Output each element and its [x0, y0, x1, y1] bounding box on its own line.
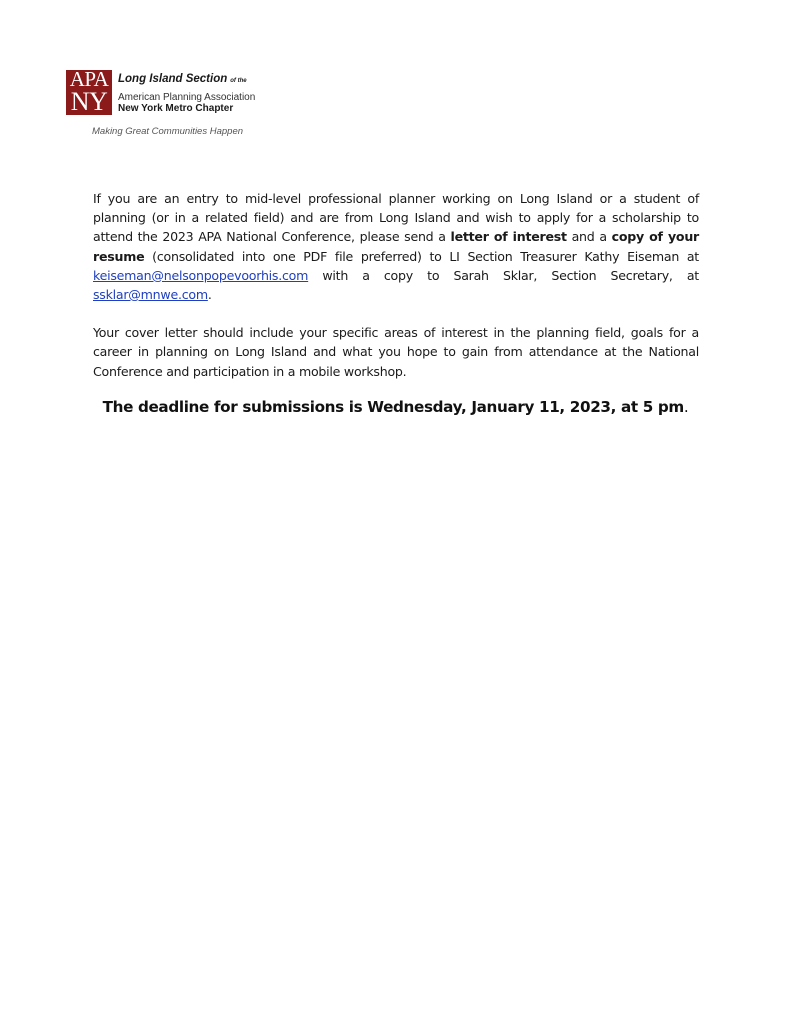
logo-ny-text: NY [70, 87, 108, 115]
deadline-notice [0, 398, 791, 416]
paragraph-application [93, 189, 699, 304]
section-name: Long Island Section [118, 73, 228, 85]
deadline-period: . [683, 398, 689, 416]
paragraph1-text-e: . [207, 287, 212, 303]
secretary-email-link[interactable]: ssklar@mnwe.com [93, 287, 208, 303]
paragraph-cover-letter: Your cover letter should include your specific areas of interest in the planning field, goals for a career in planning on Long Island and what you hope to gain from attendance at the National Conference and participation in a mobile workshop. [93, 325, 699, 379]
copy-of-resume-emphasis: copy of your resume [93, 229, 699, 264]
apa-ny-logo [66, 70, 112, 115]
logo-apa-text: APA [69, 70, 109, 91]
treasurer-email-link[interactable]: keiseman@nelsonpopevoorhis.com [93, 267, 309, 283]
paragraph1-text-a: If you are an entry to mid-level professional planner working on Long Island or a student of planning (or in a related field) and are from Long Island and wish to apply for a scholarship to attend the 2023 APA National Conference, please send a [93, 191, 699, 245]
deadline-text: The deadline for submissions is Wednesday, January 11, 2023, at 5 pm [102, 398, 684, 416]
letterhead [66, 70, 326, 142]
paragraph1-text-c: (consolidated into one PDF file preferred) to LI Section Treasurer Kathy Eiseman at [144, 248, 699, 264]
paragraph1-text-b: and a [566, 229, 612, 245]
paragraph1-text-d: with a copy to Sarah Sklar, Section Secretary, at [308, 267, 699, 283]
letter-of-interest-emphasis: letter of interest [450, 229, 567, 245]
chapter-name: New York Metro Chapter [118, 103, 234, 114]
of-the-label: of the [230, 78, 247, 84]
body-text [93, 189, 699, 400]
association-name: American Planning Association [118, 92, 256, 103]
section-name-line [118, 73, 247, 85]
tagline: Making Great Communities Happen [92, 126, 244, 137]
